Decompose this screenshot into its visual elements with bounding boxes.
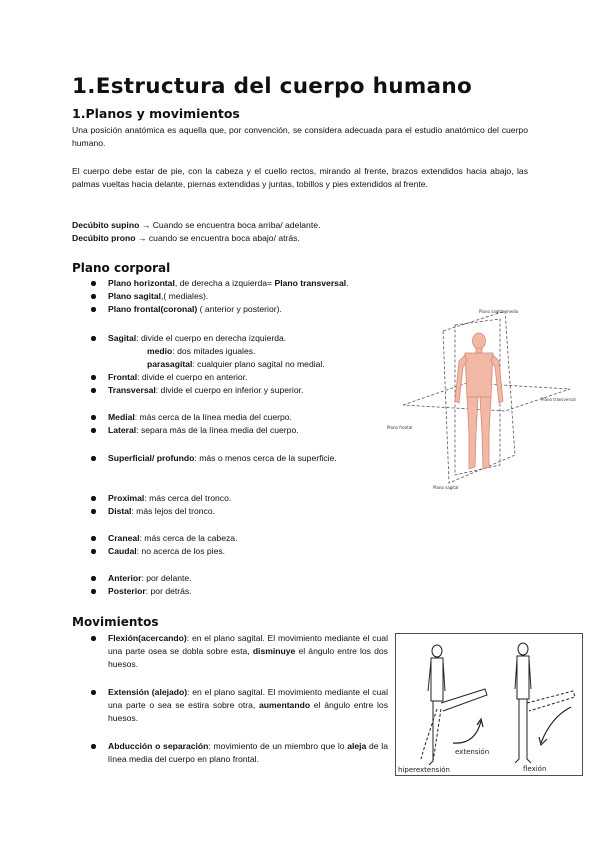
list-item: Sagital: divide el cuerpo en derecha izquierda. [108,333,287,343]
human-body-figure [455,333,503,469]
sublist-item: medio: dos mitades iguales. [147,346,256,356]
list-item: Craneal: más cerca de la cabeza. [108,533,238,543]
list-item: Caudal: no acerca de los pies. [108,546,226,556]
prono-line [72,232,300,245]
list-item: Medial: más cerca de la línea media del cuerpo. [108,412,292,422]
list-item: Abducción o separación: movimiento de un miembro que lo aleja de la línea media del cuerpo en plano frontal. [108,741,388,764]
label-hiperextension: hiperextensión [398,766,450,774]
anatomical-planes-figure [385,305,580,500]
list-item: Superficial/ profundo: más o menos cerca de la superficie. [108,452,374,465]
plano-corporal-heading: Plano corporal [72,261,171,275]
label-extension: extensión [455,748,490,756]
list-item: Proximal: más cerca del tronco. [108,493,232,503]
list-item: Lateral: separa más de la línea media del cuerpo. [108,425,299,435]
supino-term: Decúbito supino [72,220,140,230]
supino-text: → Cuando se encuentra boca arriba/ adelante. [139,220,321,230]
sublist-item: parasagital: cualquier plano sagital no medial. [147,359,325,369]
list-item: Posterior: por detrás. [108,586,192,596]
list-item: Plano horizontal, de derecha a izquierda= Plano transversal. [108,278,349,288]
intro-paragraph-1: Una posición anatómica es aquella que, por convención, se considera adecuada para el estudio anatómico del cuerpo humano. [72,125,528,148]
plane-label-left: Plano frontal [387,425,413,430]
plane-label-top: Plano sagital medio [479,309,519,314]
list-item: Transversal: divide el cuerpo en inferior y superior. [108,385,304,395]
plane-label-bottom: Plano sagital [433,485,459,490]
list-item: Distal: más lejos del tronco. [108,506,215,516]
intro-paragraph-2: El cuerpo debe estar de pie, con la cabeza y el cuello rectos, mirando al frente, brazos extendidos hacia abajo, las palmas vueltas hacia delante, piernas extendidas y juntas, tobillos y pies extendidos al frente. [72,166,528,189]
list-item: Flexión(acercando): en el plano sagital. El movimiento mediante el cual una parte osea se dobla sobre esta, disminuye el ángulo entre los dos huesos. [108,633,388,669]
list-item: Plano sagital,( mediales). [108,291,209,301]
list-item: Anterior: por delante. [108,573,192,583]
section-title: 1.Planos y movimientos [72,106,240,121]
supino-line [72,219,320,232]
list-item: Extensión (alejado): en el plano sagital. El movimiento mediante el cual una parte o sea se estira sobre otra, aumentando el ángulo entre los huesos. [108,687,388,723]
list-item: Frontal: divide el cuerpo en anterior. [108,372,248,382]
movimientos-heading: Movimientos [72,615,159,629]
list-item: Plano frontal(coronal) ( anterior y posterior). [108,304,282,314]
page-title: 1.Estructura del cuerpo humano [72,74,473,99]
plane-label-right: Plano transversal [541,397,576,402]
label-flexion: flexión [523,765,547,773]
flexion-extension-figure [395,633,583,776]
prono-text: → cuando se encuentra boca abajo/ atrás. [135,233,300,243]
prono-term: Decúbito prono [72,233,136,243]
